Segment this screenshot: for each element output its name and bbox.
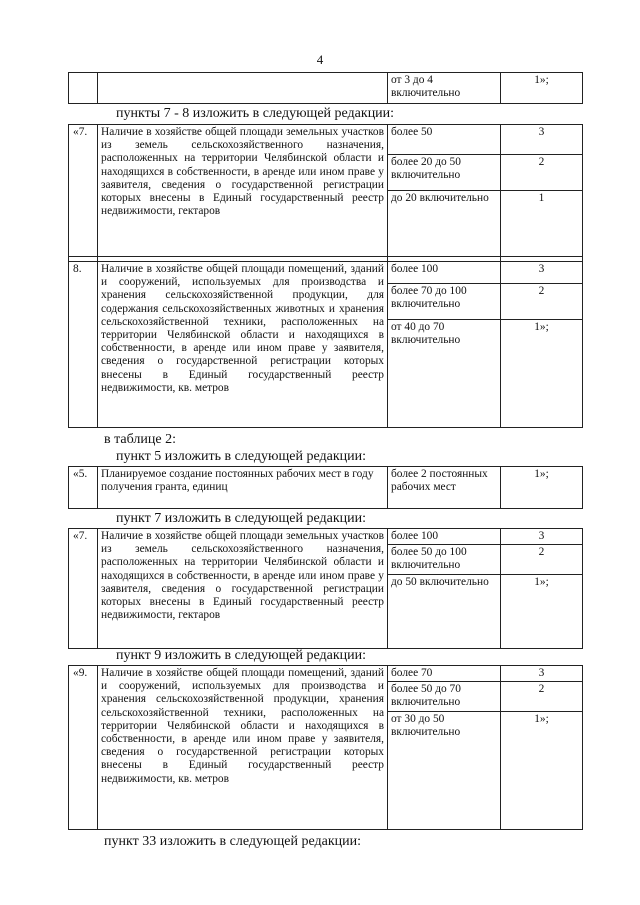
heading-item-33: пункт 33 изложить в следующей редакции:	[104, 834, 361, 849]
cell-num	[69, 73, 98, 104]
cell-criterion: более 100	[388, 529, 501, 545]
cell-criterion: более 100	[388, 262, 501, 284]
table-continuation	[68, 72, 583, 104]
cell-criterion: более 70 до 100 включительно	[388, 284, 501, 320]
cell-criterion: более 50	[388, 125, 501, 155]
cell-score: 2	[501, 284, 583, 320]
cell-criterion: более 2 постоянных рабочих мест	[388, 467, 501, 509]
cell-criterion: более 50 до 100 включительно	[388, 545, 501, 574]
cell-score: 2	[501, 155, 583, 191]
cell-score: 3	[501, 529, 583, 545]
cell-criterion: до 50 включительно	[388, 574, 501, 648]
heading-item-5: пункт 5 изложить в следующей редакции:	[116, 449, 366, 464]
cell-num: 8.	[69, 262, 98, 428]
heading-item-9: пункт 9 изложить в следующей редакции:	[116, 648, 366, 663]
table-item-9	[68, 665, 583, 830]
heading-item-7: пункт 7 изложить в следующей редакции:	[116, 511, 366, 526]
cell-desc: Наличие в хозяйстве общей площади земельных участков из земель сельскохозяйственного назначения, расположенных на территории Челябинской области и находящихся в собственности, в аренде или ином праве у заявителя, сведения о государственной регистрации которых внесены в Единый государственный реестр недвижимости, гектаров	[98, 529, 388, 649]
table-row	[69, 125, 583, 155]
cell-desc: Наличие в хозяйстве общей площади помещений, зданий и сооружений, используемых для производства и хранения сельскохозяйственной продукции, хранения сельскохозяйственной техники, расположенных на территории Челябинской области и находящихся в собственности, в аренде или ином праве у заявителя, сведения о государственной регистрации которых внесены в Единый государственный реестр недвижимости, кв. метров	[98, 666, 388, 830]
cell-score: 1»;	[501, 711, 583, 829]
cell-num: «7.	[69, 125, 98, 257]
cell-criterion: от 3 до 4 включительно	[388, 73, 501, 104]
table-item-5	[68, 466, 583, 509]
page-number: 4	[316, 52, 324, 67]
cell-score: 3	[501, 125, 583, 155]
heading-table-2: в таблице 2:	[104, 432, 176, 447]
table-row	[69, 73, 583, 104]
table-row	[69, 262, 583, 284]
cell-score: 1»;	[501, 574, 583, 648]
cell-score: 2	[501, 545, 583, 574]
table-row	[69, 467, 583, 509]
heading-items-7-8: пункты 7 - 8 изложить в следующей редакции:	[116, 106, 395, 121]
cell-desc: Наличие в хозяйстве общей площади земельных участков из земель сельскохозяйственного назначения, расположенных на территории Челябинской области и находящихся в собственности, в аренде или ином праве у заявителя, сведения о государственной регистрации которых внесены в Единый государственный реестр недвижимости, гектаров	[98, 125, 388, 257]
cell-num: «5.	[69, 467, 98, 509]
cell-score: 2	[501, 682, 583, 711]
cell-desc: Планируемое создание постоянных рабочих мест в году получения гранта, единиц	[98, 467, 388, 509]
cell-score: 3	[501, 262, 583, 284]
table-items-7-8	[68, 124, 583, 428]
table-item-7	[68, 528, 583, 649]
cell-criterion: от 30 до 50 включительно	[388, 711, 501, 829]
cell-desc: Наличие в хозяйстве общей площади помещений, зданий и сооружений, используемых для производства и хранения сельскохозяйственной продукции, для содержания сельскохозяйственных животных и хранения сельскохозяйственной техники, расположенных на территории Челябинской области и находящихся в собственности, в аренде или ином праве у заявителя, сведения о государственной регистрации которых внесены в Единый государственный реестр недвижимости, кв. метров	[98, 262, 388, 428]
cell-score: 1»;	[501, 73, 583, 104]
cell-criterion: до 20 включительно	[388, 191, 501, 257]
cell-score: 1»;	[501, 320, 583, 428]
cell-score: 1»;	[501, 467, 583, 509]
cell-desc	[98, 73, 388, 104]
cell-criterion: от 40 до 70 включительно	[388, 320, 501, 428]
cell-score: 3	[501, 666, 583, 682]
cell-criterion: более 20 до 50 включительно	[388, 155, 501, 191]
cell-criterion: более 50 до 70 включительно	[388, 682, 501, 711]
cell-criterion: более 70	[388, 666, 501, 682]
cell-score: 1	[501, 191, 583, 257]
cell-num: «9.	[69, 666, 98, 830]
cell-num: «7.	[69, 529, 98, 649]
table-row	[69, 666, 583, 682]
table-row	[69, 529, 583, 545]
